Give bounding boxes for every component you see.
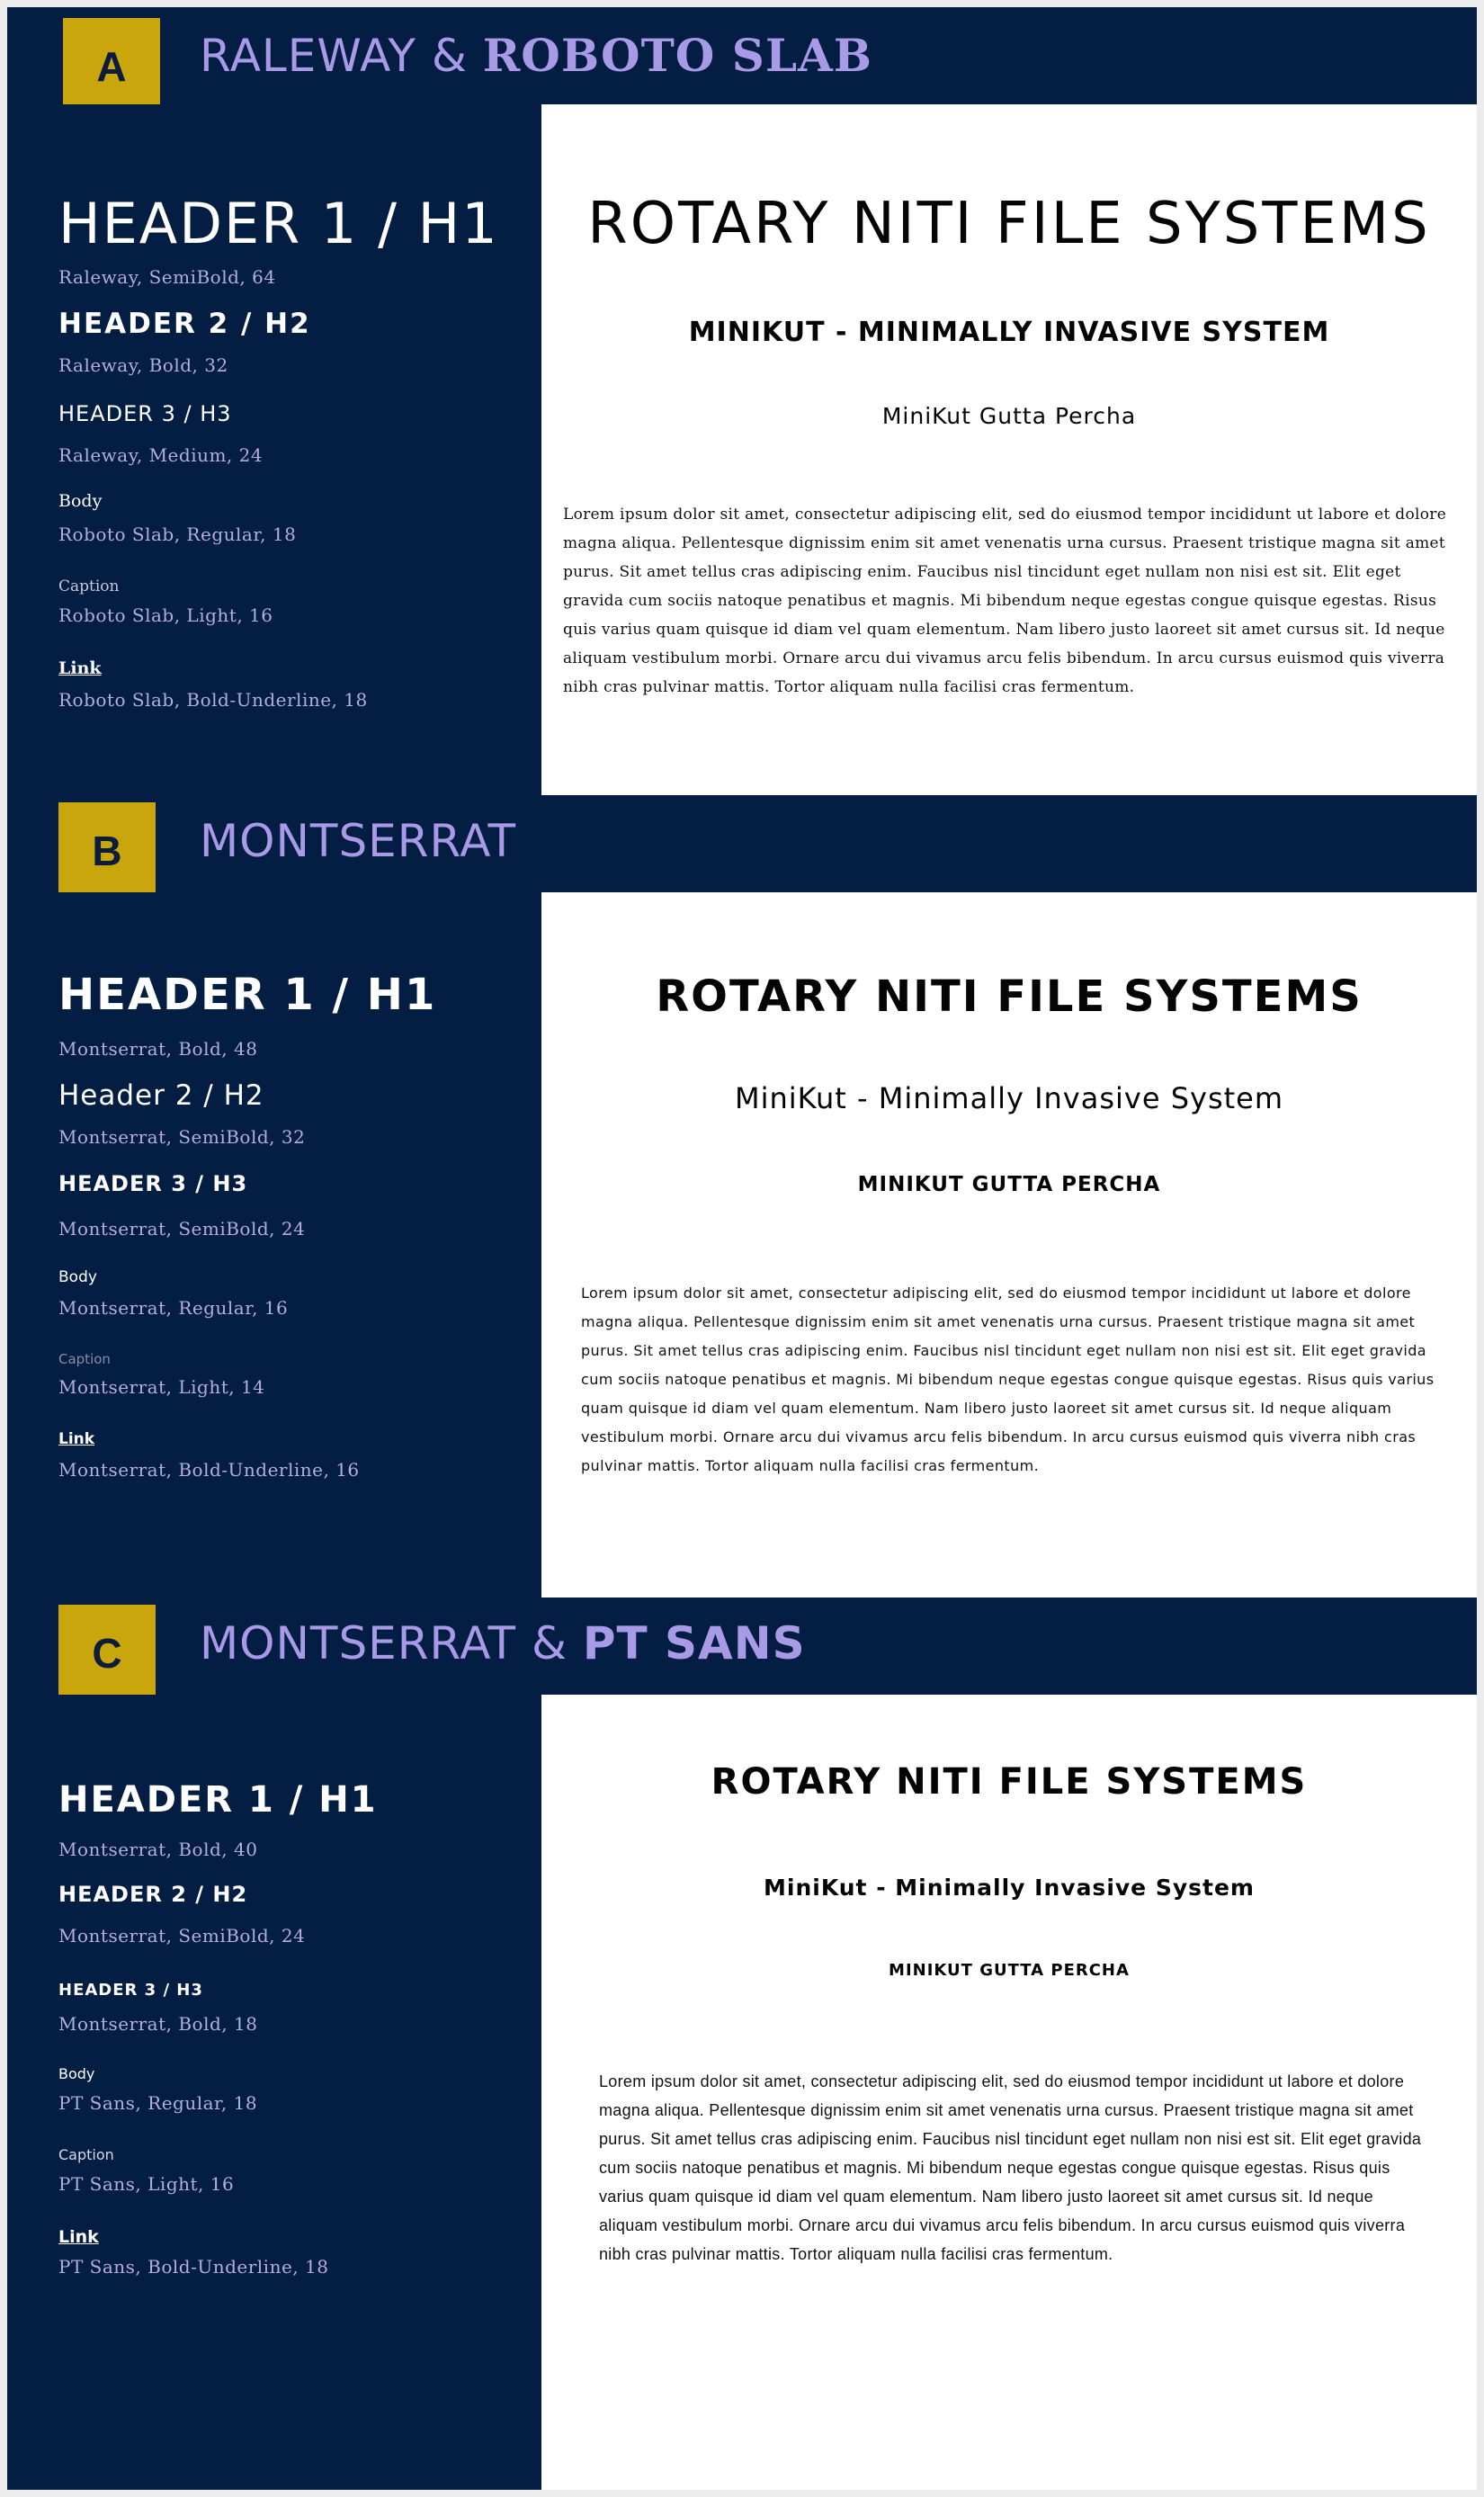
- title-font-2: PT SANS: [582, 1617, 806, 1669]
- section-badge: B: [58, 802, 156, 899]
- preview-panel: [541, 1695, 1477, 2490]
- spec-link-label: Link: [58, 1430, 95, 1448]
- spec-link-label: Link: [58, 658, 102, 678]
- spec-link-desc: Roboto Slab, Bold-Underline, 18: [58, 689, 368, 711]
- spec-body-label: Body: [58, 1268, 97, 1286]
- spec-caption-label: Caption: [58, 577, 120, 595]
- spec-panel: [7, 892, 541, 1598]
- spec-link-desc: PT Sans, Bold-Underline, 18: [58, 2256, 329, 2278]
- preview-panel: [541, 104, 1477, 795]
- preview-h3: MiniKut Gutta Percha: [881, 403, 1137, 429]
- spec-caption-desc: PT Sans, Light, 16: [58, 2173, 235, 2195]
- spec-h3-desc: Raleway, Medium, 24: [58, 444, 264, 466]
- spec-body-label: Body: [58, 2065, 95, 2082]
- spec-h1-label: HEADER 1 / H1: [58, 970, 437, 1020]
- spec-h2-label: Header 2 / H2: [58, 1079, 264, 1112]
- spec-h2-desc: Montserrat, SemiBold, 32: [58, 1126, 306, 1148]
- spec-h2-label: HEADER 2 / H2: [58, 1882, 248, 1907]
- spec-body-desc: PT Sans, Regular, 18: [58, 2092, 258, 2114]
- spec-h3-desc: Montserrat, Bold, 18: [58, 2013, 258, 2035]
- preview-h1: ROTARY NITI FILE SYSTEMS: [656, 971, 1363, 1022]
- title-font-1: RALEWAY &: [200, 30, 483, 82]
- preview-h3: MINIKUT GUTTA PERCHA: [857, 1173, 1161, 1196]
- spec-h3-label: HEADER 3 / H3: [58, 401, 232, 426]
- preview-body: Lorem ipsum dolor sit amet, consectetur adipiscing elit, sed do eiusmod tempor incididunt ut labore et dolore magna aliqua. Pellentesque dignissim enim sit amet venenatis urna cursus. Praesent tristique magna sit amet purus. Sit amet tellus cras adipiscing enim. Faucibus nisl tincidunt eget nullam non nisi est sit. Elit eget gravida cum sociis natoque penatibus et magnis. Mi bibendum neque egestas congue quisque egestas. Risus quis varius quam quisque id diam vel quam elementum. Nam libero justo laoreet sit amet cursus sit. Id neque aliquam vestibulum morbi. Ornare arcu dui vivamus arcu felis bibendum. In arcu cursus euismod quis viverra nibh cras pulvinar mattis. Tortor aliquam nulla facilisi cras fermentum.: [581, 1284, 1435, 1474]
- spec-h2-desc: Montserrat, SemiBold, 24: [58, 1925, 306, 1947]
- spec-h1-label: HEADER 1 / H1: [58, 1779, 378, 1821]
- spec-caption-desc: Roboto Slab, Light, 16: [58, 604, 273, 626]
- title-font-1: MONTSERRAT &: [200, 1617, 583, 1669]
- spec-caption-label: Caption: [58, 1351, 111, 1367]
- title-font-1: MONTSERRAT: [200, 815, 517, 867]
- spec-link-desc: Montserrat, Bold-Underline, 16: [58, 1459, 360, 1481]
- spec-h3-desc: Montserrat, SemiBold, 24: [58, 1218, 306, 1240]
- section-title: [200, 815, 516, 867]
- spec-h1-label: HEADER 1 / H1: [58, 191, 499, 256]
- preview-body: Lorem ipsum dolor sit amet, consectetur adipiscing elit, sed do eiusmod tempor incididunt ut labore et dolore magna aliqua. Pellentesque dignissim enim sit amet venenatis urna cursus. Praesent tristique magna sit amet purus. Sit amet tellus cras adipiscing enim. Faucibus nisl tincidunt eget nullam non nisi est sit. Elit eget gravida cum sociis natoque penatibus et magnis. Mi bibendum neque egestas congue quisque egestas. Risus quis varius quam quisque id diam vel quam elementum. Nam libero justo laoreet sit amet cursus sit. Id neque aliquam vestibulum morbi. Ornare arcu dui vivamus arcu felis bibendum. In arcu cursus euismod quis viverra nibh cras pulvinar mattis. Tortor aliquam nulla facilisi cras fermentum.: [563, 506, 1447, 696]
- spec-body-label: Body: [58, 491, 103, 511]
- section-badge: C: [58, 1605, 156, 1702]
- spec-link-label: Link: [58, 2227, 99, 2247]
- section-c: [7, 1598, 1477, 2490]
- section-badge: A: [63, 18, 160, 115]
- title-font-2: ROBOTO SLAB: [482, 29, 873, 82]
- section-b: [7, 795, 1477, 1598]
- preview-body: Lorem ipsum dolor sit amet, consectetur adipiscing elit, sed do eiusmod tempor incididunt ut labore et dolore magna aliqua. Pellentesque dignissim enim sit amet venenatis urna cursus. Praesent tristique magna sit amet purus. Sit amet tellus cras adipiscing enim. Faucibus nisl tincidunt eget nullam non nisi est sit. Elit eget gravida cum sociis natoque penatibus et magnis. Mi bibendum neque egestas congue quisque egestas. Risus quis varius quam quisque id diam vel quam elementum. Nam libero justo laoreet sit amet cursus sit. Id neque aliquam vestibulum morbi. Ornare arcu dui vivamus arcu felis bibendum. In arcu cursus euismod quis viverra nibh cras pulvinar mattis. Tortor aliquam nulla facilisi cras fermentum.: [599, 2072, 1422, 2263]
- preview-h1: ROTARY NITI FILE SYSTEMS: [711, 1761, 1308, 1803]
- section-title: [200, 1617, 806, 1669]
- spec-h1-desc: Montserrat, Bold, 48: [58, 1038, 258, 1060]
- spec-body-desc: Roboto Slab, Regular, 18: [58, 524, 297, 545]
- spec-h1-desc: Raleway, SemiBold, 64: [58, 266, 276, 288]
- typography-board: [7, 7, 1477, 2490]
- spec-h2-desc: Raleway, Bold, 32: [58, 354, 228, 376]
- preview-h3: MINIKUT GUTTA PERCHA: [889, 1961, 1130, 1980]
- spec-panel: [7, 104, 541, 795]
- preview-h2: MiniKut - Minimally Invasive System: [734, 1081, 1284, 1115]
- spec-caption-label: Caption: [58, 2146, 114, 2163]
- spec-h1-desc: Montserrat, Bold, 40: [58, 1839, 258, 1860]
- preview-h2: MINIKUT - MINIMALLY INVASIVE SYSTEM: [688, 317, 1330, 348]
- spec-h2-label: HEADER 2 / H2: [58, 308, 311, 340]
- preview-h2: MiniKut - Minimally Invasive System: [764, 1875, 1255, 1901]
- spec-h3-label: HEADER 3 / H3: [58, 1171, 248, 1196]
- spec-panel: [7, 1695, 541, 2490]
- spec-caption-desc: Montserrat, Light, 14: [58, 1376, 265, 1398]
- section-a: [7, 7, 1477, 795]
- preview-h1: ROTARY NITI FILE SYSTEMS: [587, 191, 1431, 257]
- preview-panel: [541, 892, 1477, 1598]
- spec-h3-label: HEADER 3 / H3: [58, 1981, 203, 2000]
- section-title: [200, 29, 872, 82]
- spec-body-desc: Montserrat, Regular, 16: [58, 1297, 289, 1319]
